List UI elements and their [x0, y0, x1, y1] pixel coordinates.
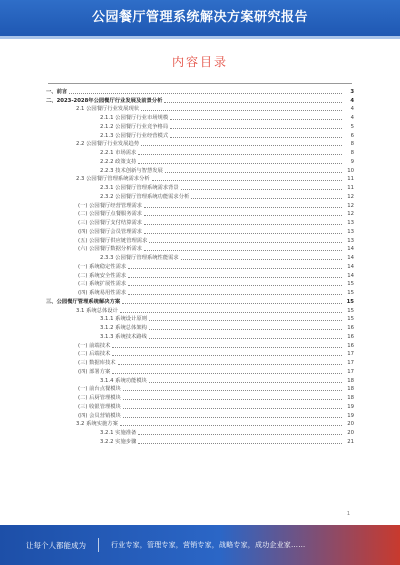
toc-entry-page: 20: [347, 421, 354, 428]
toc-leader-dots: [149, 329, 342, 330]
toc-entry-page: 8: [350, 150, 354, 156]
toc-entry[interactable]: [46, 245, 354, 254]
toc-leader-dots: [112, 347, 342, 348]
toc-entry-label: 2.3 公园餐厅管理系统需求分析: [76, 176, 150, 183]
toc-entry-label: (三) 系统扩展性需求: [78, 281, 127, 288]
toc-entry-page: 18: [347, 377, 354, 384]
toc-entry-page: 12: [347, 202, 354, 209]
toc-entry-page: 14: [347, 255, 354, 261]
toc-entry[interactable]: [46, 332, 354, 341]
toc-entry-label: 2.2.3 技术创新与智慧发展: [100, 167, 163, 174]
toc-leader-dots: [149, 338, 342, 339]
toc-entry[interactable]: [46, 122, 354, 131]
toc-entry-page: 19: [347, 403, 354, 410]
toc-entry[interactable]: [46, 236, 354, 245]
toc-entry-label: (四) 公园餐厅会员管理需求: [78, 228, 143, 235]
toc-entry-label: 2.1 公园餐厅行业发展现状: [76, 106, 140, 113]
toc-entry-page: 15: [347, 290, 354, 296]
report-header: [0, 0, 400, 36]
toc-leader-dots: [181, 259, 342, 260]
toc-leader-dots: [170, 128, 342, 129]
toc-entry-page: 8: [350, 141, 354, 148]
toc-entry-label: (一) 系统稳定性需求: [78, 263, 127, 270]
toc-entry-label: (三) 收银管理模块: [78, 403, 121, 410]
toc-entry[interactable]: [46, 341, 354, 350]
toc-entry-page: 15: [347, 316, 354, 323]
toc-entry[interactable]: [46, 87, 354, 96]
toc-entry-label: 2.2 公园餐厅行业发展趋势: [76, 141, 140, 148]
toc-leader-dots: [181, 189, 342, 190]
footer-divider: [98, 538, 99, 552]
toc-leader-dots: [191, 198, 342, 199]
toc-entry-label: 2.2.2 政策支持: [100, 158, 137, 165]
toc-entry[interactable]: [46, 271, 354, 280]
toc-entry-page: 14: [347, 246, 354, 253]
toc-leader-dots: [144, 215, 342, 216]
toc-entry-label: 3.2 系统实施方案: [76, 421, 118, 428]
toc-leader-dots: [112, 355, 342, 356]
toc-entry[interactable]: [46, 411, 354, 420]
toc-entry[interactable]: [46, 253, 354, 262]
toc-entry-page: 16: [347, 325, 354, 331]
toc-entry-label: 3.1.1 系统设计原则: [100, 316, 147, 323]
toc-leader-dots: [144, 250, 342, 251]
toc-entry-label: 3.1 系统总体设计: [76, 307, 118, 314]
toc-entry-page: 17: [347, 351, 354, 358]
toc-leader-dots: [165, 172, 342, 173]
toc-entry[interactable]: [46, 192, 354, 201]
toc-entry[interactable]: [46, 350, 354, 359]
toc-entry-page: 6: [350, 132, 354, 139]
toc-entry-label: 2.3.2 公园餐厅管理系统功能需求分析: [100, 193, 190, 200]
toc-entry[interactable]: [46, 113, 354, 122]
toc-entry-page: 14: [347, 272, 354, 279]
toc-leader-dots: [120, 425, 342, 426]
toc-leader-dots: [138, 163, 342, 164]
toc-entry-label: (一) 前端技术: [78, 342, 111, 349]
toc-leader-dots: [170, 137, 342, 138]
toc-entry-page: 4: [350, 115, 354, 121]
toc-leader-dots: [141, 110, 342, 111]
toc-entry[interactable]: [46, 393, 354, 402]
toc-entry-label: 3.2.1 实施准备: [100, 430, 137, 436]
toc-entry-page: 11: [347, 176, 354, 183]
toc-entry[interactable]: [46, 262, 354, 271]
toc-entry-label: (四) 部署方案: [78, 368, 111, 375]
toc-leader-dots: [138, 443, 342, 444]
toc-entry[interactable]: [46, 306, 354, 315]
toc-entry[interactable]: [46, 201, 354, 210]
toc-entry[interactable]: [46, 288, 354, 297]
toc-entry-page: 17: [347, 360, 354, 366]
toc-entry-page: 10: [347, 167, 354, 174]
toc-leader-dots: [164, 102, 342, 103]
toc-entry[interactable]: [46, 148, 354, 157]
toc-entry-page: 3: [350, 88, 354, 95]
toc-leader-dots: [144, 233, 342, 234]
toc-entry[interactable]: [46, 175, 354, 184]
toc-entry-page: 12: [347, 193, 354, 200]
toc-leader-dots: [170, 119, 342, 120]
toc-entry-label: (四) 会员营销模块: [78, 412, 121, 419]
toc-leader-dots: [128, 277, 342, 278]
toc-entry-label: (六) 公园餐厅数据分析需求: [78, 246, 143, 253]
toc-entry-page: 15: [347, 281, 354, 288]
toc-entry-label: 2.3.3 公园餐厅管理系统性能需求: [100, 255, 179, 261]
toc-entry-label: (四) 系统易用性需求: [78, 290, 127, 296]
toc-entry-label: (二) 系统安全性需求: [78, 272, 127, 279]
toc-entry-label: 二、2023-2028年公园餐厅行业发展及前景分析: [46, 97, 163, 104]
toc-leader-dots: [120, 312, 342, 313]
toc-leader-dots: [112, 373, 342, 374]
footer-banner: [0, 525, 400, 565]
toc-entry-label: (五) 公园餐厅供应链管理需求: [78, 237, 148, 244]
report-title: 公园餐厅管理系统解决方案研究报告: [91, 10, 308, 25]
toc-leader-dots: [118, 364, 342, 365]
toc-entry[interactable]: [46, 420, 354, 429]
toc-entry-page: 9: [350, 158, 354, 165]
toc-entry-page: 4: [350, 106, 354, 113]
footer-slogan: 让每个人都能成为: [26, 540, 86, 550]
toc-entry-label: 2.2.1 市场需求: [100, 150, 137, 156]
toc-leader-dots: [123, 417, 342, 418]
toc-entry-label: 2.3.1 公园餐厅管理系统需求背景: [100, 185, 179, 191]
toc-leader-dots: [123, 390, 342, 391]
toc-leader-dots: [149, 320, 342, 321]
toc-entry-page: 18: [347, 395, 354, 401]
toc-entry[interactable]: [46, 227, 354, 236]
toc-entry-page: 13: [347, 220, 354, 226]
toc-title: 内容目录: [171, 55, 228, 69]
toc-leader-dots: [128, 268, 342, 269]
toc-entry-page: 15: [347, 307, 354, 314]
toc-entry-page: 16: [347, 342, 354, 349]
toc-entry-label: 2.1.1 公园餐厅行业市场规模: [100, 115, 169, 121]
toc-entry-label: 三、公园餐厅管理系统解决方案: [46, 298, 121, 305]
toc-entry-page: 5: [350, 123, 354, 130]
toc-leader-dots: [138, 434, 342, 435]
page-number: 1: [346, 511, 350, 517]
toc-title-divider: [48, 83, 352, 84]
toc-entry[interactable]: [46, 358, 354, 367]
toc-leader-dots: [122, 303, 342, 304]
toc-entry-label: 2.1.3 公园餐厅行业经营模式: [100, 132, 169, 139]
toc-entry-page: 18: [347, 386, 354, 393]
toc-leader-dots: [141, 145, 342, 146]
toc-leader-dots: [144, 224, 342, 225]
toc-entry[interactable]: [46, 323, 354, 332]
toc-leader-dots: [123, 408, 342, 409]
toc-entry[interactable]: [46, 280, 354, 289]
toc-leader-dots: [144, 207, 342, 208]
toc-entry-label: 3.1.3 系统技术路线: [100, 333, 147, 340]
toc-entry-label: 2.1.2 公园餐厅行业竞争格局: [100, 123, 169, 130]
toc-entry[interactable]: [46, 131, 354, 140]
toc-entry[interactable]: [46, 96, 354, 105]
toc-entry-page: 20: [347, 430, 354, 436]
toc-entry[interactable]: [46, 428, 354, 437]
toc-entry-label: 3.1.4 系统功能模块: [100, 377, 147, 384]
toc-entry-label: (二) 后端技术: [78, 351, 111, 358]
toc-entry-page: 4: [350, 97, 354, 104]
toc-leader-dots: [128, 294, 342, 295]
toc-entry-label: (三) 数据库技术: [78, 360, 116, 366]
toc-entry[interactable]: [46, 105, 354, 114]
toc-entry[interactable]: [46, 210, 354, 219]
toc-leader-dots: [152, 180, 342, 181]
toc-entry-label: (三) 公园餐厅支付结算需求: [78, 220, 143, 226]
toc-leader-dots: [123, 399, 342, 400]
toc-entry[interactable]: [46, 376, 354, 385]
toc-entry-label: 3.1.2 系统总体架构: [100, 325, 147, 331]
toc-leader-dots: [128, 285, 342, 286]
toc-leader-dots: [138, 154, 342, 155]
toc-entry-page: 15: [346, 298, 354, 305]
toc-entry-page: 12: [347, 211, 354, 218]
toc-list: [46, 87, 354, 446]
toc-entry-page: 19: [347, 412, 354, 419]
toc-entry[interactable]: [46, 297, 354, 306]
toc-entry-label: (二) 公园餐厅点餐服务需求: [78, 211, 143, 218]
toc-entry[interactable]: [46, 402, 354, 411]
toc-entry[interactable]: [46, 315, 354, 324]
toc-entry[interactable]: [46, 157, 354, 166]
footer-tags: 行业专家，管理专家，营销专家，战略专家，成功企业家……: [111, 541, 306, 549]
toc-entry-page: 13: [347, 228, 354, 235]
toc-entry-page: 21: [347, 438, 354, 445]
toc-entry-label: 3.2.2 实施步骤: [100, 438, 137, 445]
toc-entry-page: 11: [347, 185, 354, 191]
toc-entry[interactable]: [46, 183, 354, 192]
toc-entry-label: (一) 公园餐厅经营管理需求: [78, 202, 143, 209]
toc-leader-dots: [69, 93, 342, 94]
toc-page: [0, 39, 400, 525]
toc-entry[interactable]: [46, 166, 354, 175]
toc-entry[interactable]: [46, 218, 354, 227]
toc-entry[interactable]: [46, 367, 354, 376]
toc-entry[interactable]: [46, 140, 354, 149]
toc-entry-label: 一、前言: [46, 88, 68, 95]
toc-entry-page: 16: [347, 333, 354, 340]
toc-entry[interactable]: [46, 385, 354, 394]
toc-leader-dots: [149, 382, 342, 383]
toc-entry-page: 14: [347, 263, 354, 270]
toc-entry-page: 17: [347, 368, 354, 375]
toc-leader-dots: [149, 242, 342, 243]
toc-entry-label: (一) 前台点餐模块: [78, 386, 121, 393]
toc-entry-label: (二) 后厨管理模块: [78, 395, 121, 401]
toc-entry-page: 13: [347, 237, 354, 244]
toc-entry[interactable]: [46, 437, 354, 446]
